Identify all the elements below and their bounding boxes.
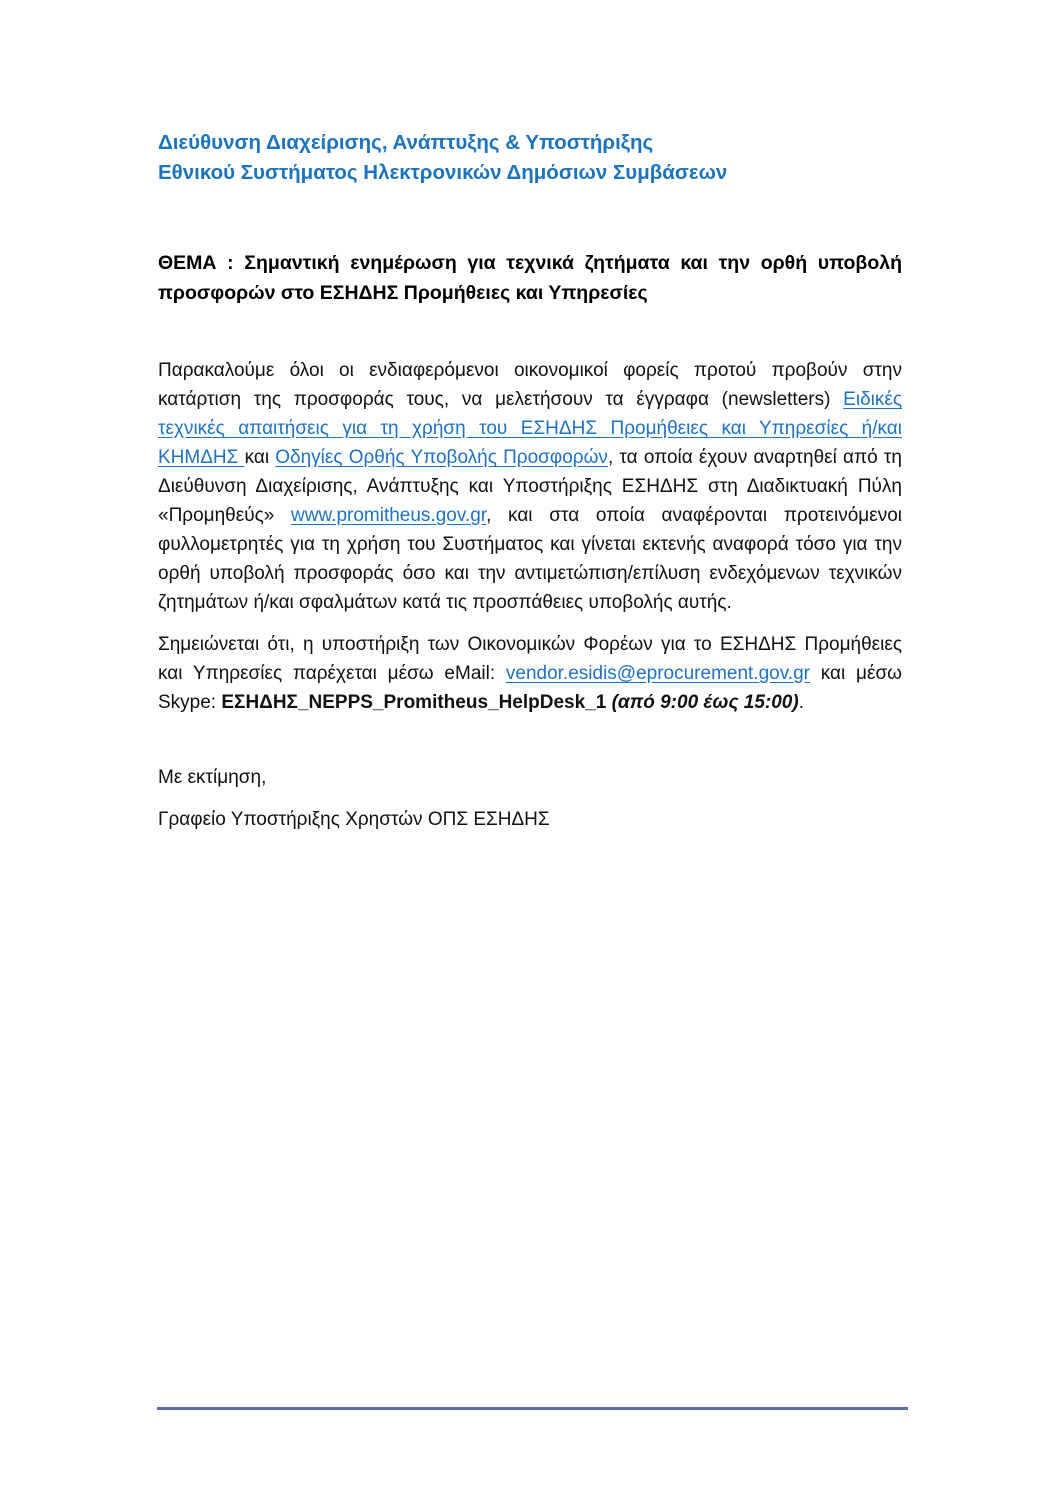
para2-text-0: Σημειώνεται ότι, η υποστήριξη των Οικονομικών Φορέων για το ΕΣΗΔΗΣ Προμήθειες και Υπηρεσίες παρέχεται μέσω eMail: xyxy=(158,634,902,684)
support-hours: (από 9:00 έως 15:00) xyxy=(611,692,799,713)
header-line-1: Διεύθυνση Διαχείρισης, Ανάπτυξης & Υποστήριξης xyxy=(158,131,654,154)
link-correct-submission-guidelines[interactable]: Οδηγίες Ορθής Υποβολής Προσφορών xyxy=(275,447,608,468)
closing-salutation: Με εκτίμηση, xyxy=(158,767,267,788)
skype-id: ΕΣΗΔΗΣ_NEPPS_Promitheus_HelpDesk_1 xyxy=(221,692,612,713)
para1-text-6: , και στα οποία αναφέρονται προτεινόμενοι φυλλομετρητές για τη χρήση του Συστήματος και γίνεται εκτενής αναφορά τόσο για την ορθή υποβολή προσφοράς όσο και την αντιμετώπιση/επίλυση ενδεχόμενων τεχνικών ζητημάτων ή/και σφαλμάτων κατά τις προσπάθειες υποβολής αυτής. xyxy=(158,505,903,613)
para1-text-4: , τα οποία έχουν αναρτηθεί από τη Διεύθυνση Διαχείρισης, Ανάπτυξης και Υποστήριξης ΕΣΗΔΗΣ στη Διαδικτυακή Πύλη «Προμηθεύς» xyxy=(158,447,902,526)
para1-text-0: Παρακαλούμε όλοι οι ενδιαφερόμενοι οικονομικοί φορείς προτού προβούν στην κατάρτιση της προσφοράς τους, να μελετήσουν τα έγγραφα (newsletters) xyxy=(158,360,902,410)
header-line-2: Εθνικού Συστήματος Ηλεκτρονικών Δημόσιων Συμβάσεων xyxy=(158,161,728,184)
document-content xyxy=(158,128,902,834)
paragraph-guidance xyxy=(158,356,902,617)
paragraph-support xyxy=(158,630,902,717)
para2-text-2: και μέσω Skype: xyxy=(158,663,902,713)
link-promitheus-website[interactable]: www.promitheus.gov.gr xyxy=(291,505,487,526)
subject-line: ΘΕΜΑ : Σημαντική ενημέρωση για τεχνικά ζητήματα και την ορθή υποβολή προσφορών στο ΕΣΗΔΗΣ Προμήθειες και Υπηρεσίες xyxy=(158,252,902,304)
para1-text-2: και xyxy=(244,447,276,468)
link-technical-requirements[interactable]: Ειδικές τεχνικές απαιτήσεις για τη χρήση του ΕΣΗΔΗΣ Προμήθειες και Υπηρεσίες ή/και ΚΗΜΔΗΣ xyxy=(158,389,902,468)
footer-rule xyxy=(157,1407,908,1410)
closing-signature: Γραφείο Υποστήριξης Χρηστών ΟΠΣ ΕΣΗΔΗΣ xyxy=(158,809,550,830)
para2-text-5: . xyxy=(798,692,804,713)
link-vendor-email[interactable]: vendor.esidis@eprocurement.gov.gr xyxy=(505,663,810,684)
document-header xyxy=(158,128,902,188)
